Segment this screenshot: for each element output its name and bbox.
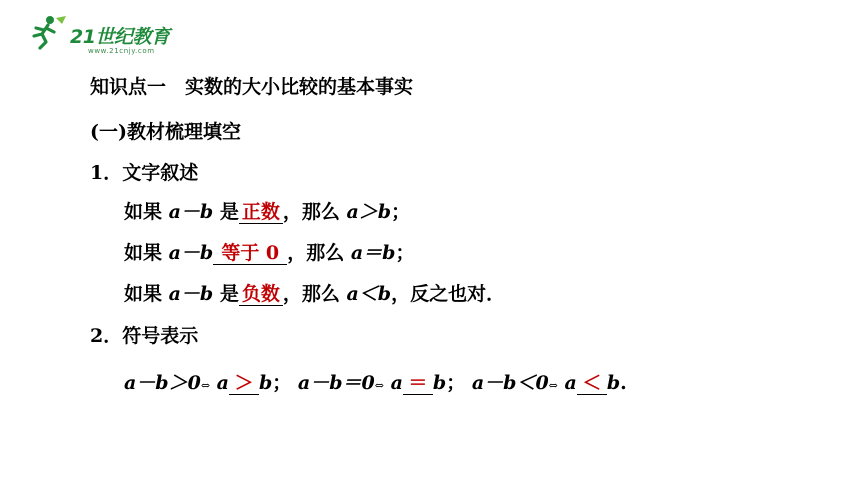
page-heading: 知识点一 实数的大小比较的基本事实 (90, 76, 414, 98)
symbol-row: a－b＞0⇔ a ＞ b； a－b＝0⇔ a ＝ b； a－b＜0⇔ a ＜ b. (124, 372, 627, 394)
iff-icon: ⇔ (548, 379, 558, 392)
runner-icon (22, 14, 70, 50)
iff-icon: ⇔ (374, 379, 384, 392)
answer-text: 负数 (241, 283, 280, 305)
answer-text: ＝ (408, 372, 428, 394)
answer-text: 正数 (241, 201, 280, 223)
statement-row: 如果 a－b 是 负数 ，那么 a＜b，反之也对． (124, 283, 506, 305)
answer-blank (239, 201, 283, 224)
site-logo (22, 14, 182, 54)
answer-text: ＞ (234, 372, 254, 394)
statement-row: 如果 a－b 是 正数 ，那么 a＞b； (124, 201, 411, 223)
subheading: (一)教材梳理填空 (90, 121, 241, 143)
answer-text: ＜ (582, 372, 602, 394)
iff-icon: ⇔ (200, 379, 211, 392)
answer-blank (403, 372, 433, 395)
answer-text: 等于 0 (221, 242, 280, 264)
statement-row: 如果 a－b 等于 0 ，那么 a＝b； (124, 242, 415, 264)
section1-title: 1．文字叙述 (90, 162, 199, 184)
logo-url: www.21cnjy.com (88, 47, 155, 55)
answer-blank (213, 242, 287, 265)
answer-blank (229, 372, 259, 395)
section2-title: 2．符号表示 (90, 325, 199, 347)
logo-text: 21世纪教育 (70, 26, 170, 48)
answer-blank (577, 372, 607, 395)
answer-blank (239, 283, 283, 306)
